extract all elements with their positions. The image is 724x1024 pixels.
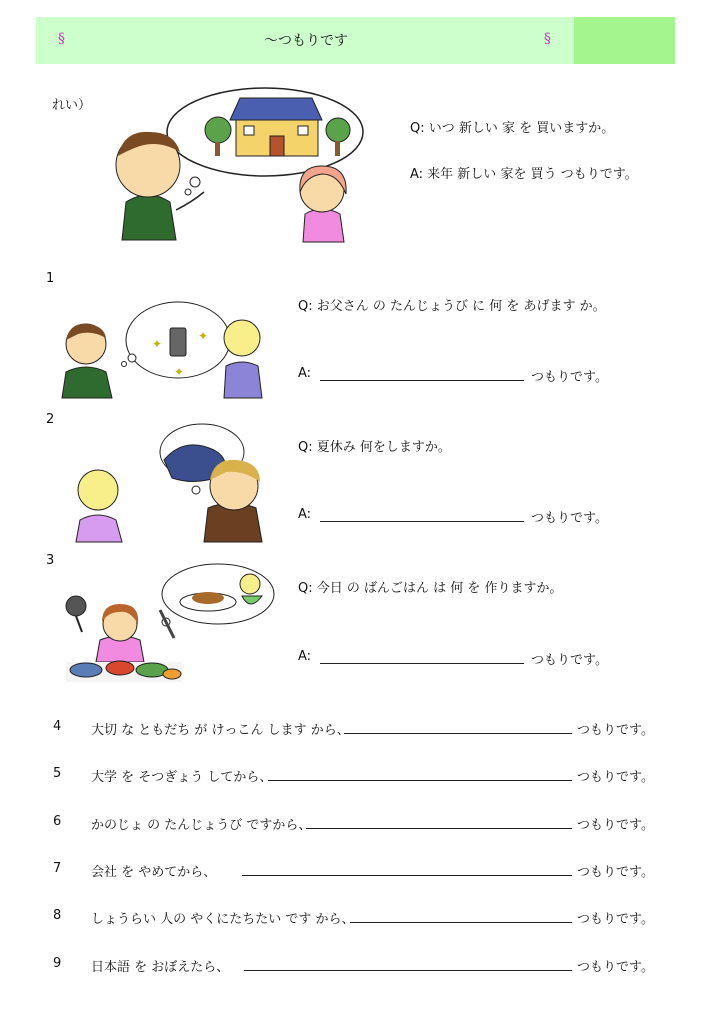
item-4-answer-blank[interactable] bbox=[344, 733, 572, 734]
item-1-question: Q: お父さん の たんじょうび に 何 を あげます か。 bbox=[298, 299, 606, 314]
item-2-answer-prefix: A: bbox=[298, 507, 312, 522]
example-answer: A: 来年 新しい 家を 買う つもりです。 bbox=[410, 167, 638, 182]
item-9-suffix: つもりです。 bbox=[577, 960, 654, 975]
svg-text:✦: ✦ bbox=[198, 329, 209, 343]
item-2-answer-suffix: つもりです。 bbox=[531, 511, 608, 526]
item-2-number: 2 bbox=[46, 412, 55, 427]
item-7-prompt: 会社 を やめてから、 bbox=[91, 865, 217, 880]
svg-text:✦: ✦ bbox=[174, 365, 185, 379]
item-2-illustration bbox=[64, 420, 274, 545]
item-7-answer-blank[interactable] bbox=[242, 875, 572, 876]
item-6-suffix: つもりです。 bbox=[577, 818, 654, 833]
item-7-suffix: つもりです。 bbox=[577, 865, 654, 880]
item-9-prompt: 日本語 を おぼえたら、 bbox=[91, 960, 230, 975]
item-3-number: 3 bbox=[46, 553, 55, 568]
item-1-answer-prefix: A: bbox=[298, 366, 312, 381]
item-3-question: Q: 今日 の ばんごはん は 何 を 作りますか。 bbox=[298, 581, 563, 596]
item-2-answer-blank[interactable] bbox=[320, 521, 524, 522]
item-3-answer-prefix: A: bbox=[298, 649, 312, 664]
item-5-suffix: つもりです。 bbox=[577, 770, 654, 785]
item-6-answer-blank[interactable] bbox=[306, 828, 572, 829]
item-9-number: 9 bbox=[53, 956, 62, 971]
item-1-number: 1 bbox=[46, 271, 55, 286]
example-label: れい） bbox=[52, 98, 92, 113]
section-mark-right: § bbox=[544, 31, 551, 47]
item-8-answer-blank[interactable] bbox=[350, 922, 572, 923]
header-band-accent bbox=[574, 17, 675, 64]
item-4-number: 4 bbox=[53, 719, 62, 734]
item-1-answer-blank[interactable] bbox=[320, 380, 524, 381]
item-8-suffix: つもりです。 bbox=[577, 912, 654, 927]
item-5-number: 5 bbox=[53, 766, 62, 781]
item-3-illustration bbox=[62, 562, 278, 684]
item-3-answer-blank[interactable] bbox=[320, 663, 524, 664]
item-8-prompt: しょうらい 人の やくにたちたい です から、 bbox=[91, 912, 355, 927]
item-3-answer-suffix: つもりです。 bbox=[531, 653, 608, 668]
page-title: 〜つもりです bbox=[264, 33, 348, 49]
item-5-prompt: 大学 を そつぎょう してから、 bbox=[91, 770, 273, 785]
example-illustration bbox=[100, 90, 360, 245]
section-mark-left: § bbox=[58, 31, 65, 47]
item-5-answer-blank[interactable] bbox=[268, 780, 572, 781]
item-1-answer-suffix: つもりです。 bbox=[531, 370, 608, 385]
item-4-prompt: 大切 な ともだち が けっこん します から、 bbox=[91, 723, 350, 738]
item-4-suffix: つもりです。 bbox=[577, 723, 654, 738]
item-7-number: 7 bbox=[53, 861, 62, 876]
item-9-answer-blank[interactable] bbox=[244, 970, 572, 971]
item-2-question: Q: 夏休み 何をしますか。 bbox=[298, 440, 451, 455]
svg-text:✦: ✦ bbox=[152, 337, 163, 351]
item-6-prompt: かのじょ の たんじょうび ですから、 bbox=[91, 818, 312, 833]
item-1-illustration bbox=[58, 300, 278, 400]
item-8-number: 8 bbox=[53, 908, 62, 923]
example-question: Q: いつ 新しい 家 を 買いますか。 bbox=[410, 121, 615, 136]
item-6-number: 6 bbox=[53, 814, 62, 829]
